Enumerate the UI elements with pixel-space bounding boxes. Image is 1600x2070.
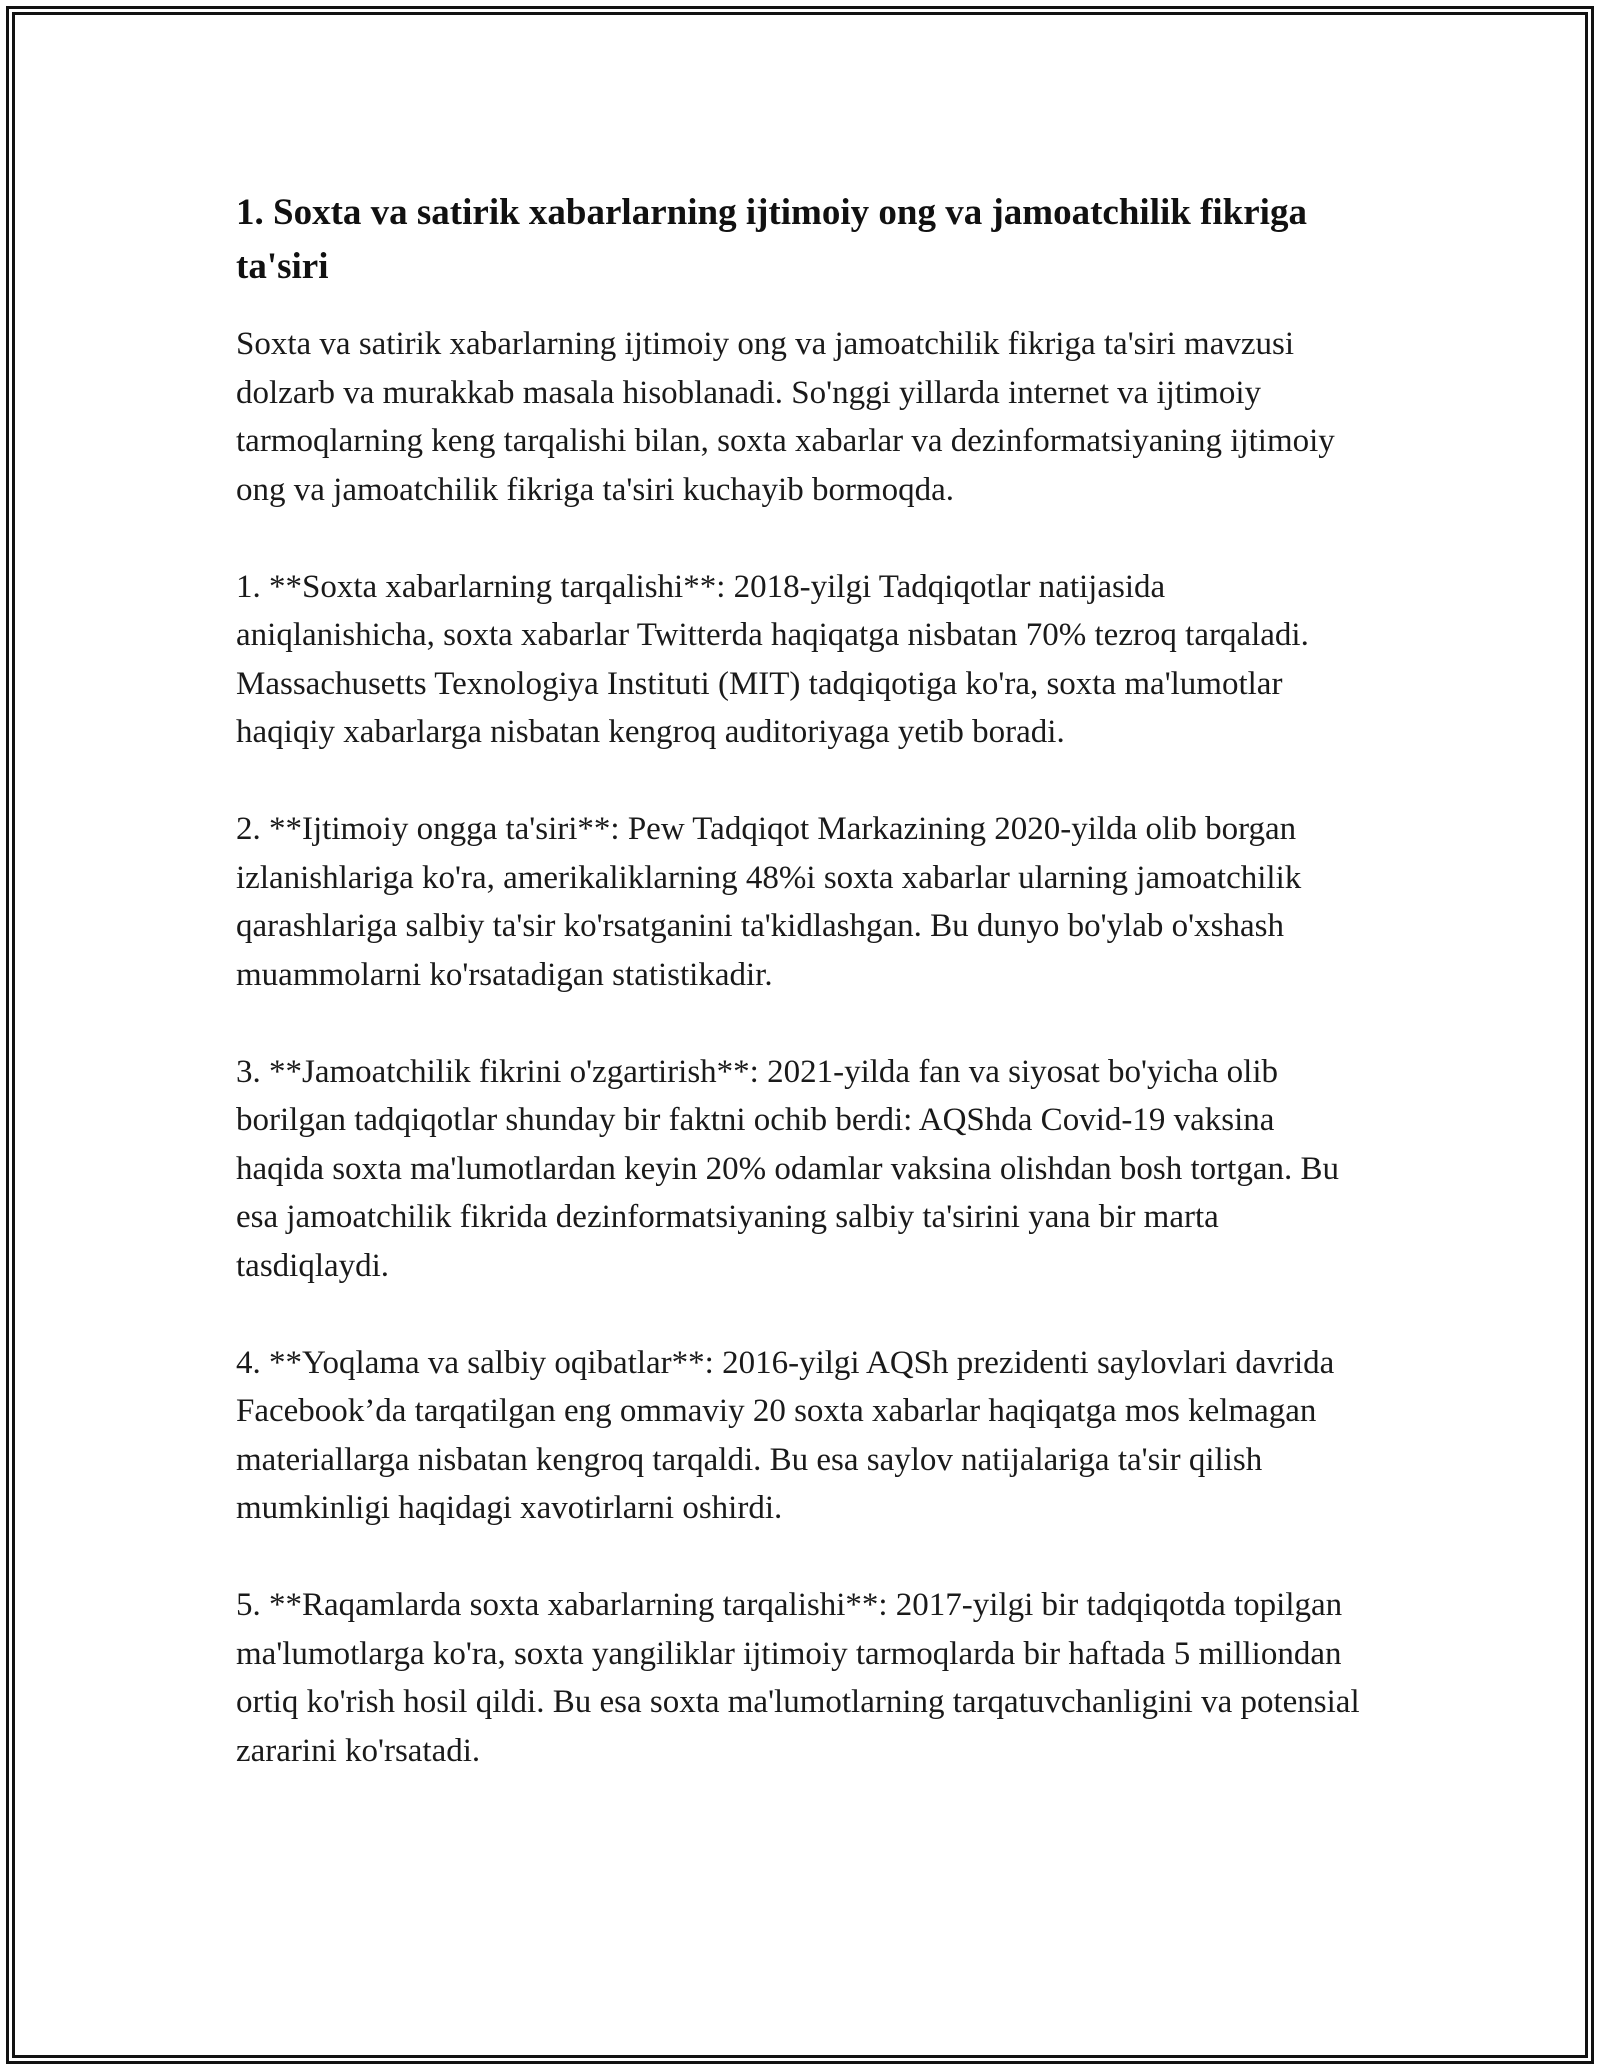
point-1-paragraph: 1. **Soxta xabarlarning tarqalishi**: 2018-yilgi Tadqiqotlar natijasida aniqlanishicha, soxta xabarlar Twitterda haqiqatga nisbatan 70% tezroq tarqaladi. Massachusetts Texnologiya Instituti (MIT) tadqiqotiga ko'ra, soxta ma'lumotlar haqiqiy xabarlarga nisbatan kengroq auditoriyaga yetib boradi. (236, 568, 1309, 750)
section-heading: 1. Soxta va satirik xabarlarning ijtimoiy ong va jamoatchilik fikriga ta'siri (236, 192, 1307, 287)
point-5-paragraph: 5. **Raqamlarda soxta xabarlarning tarqalishi**: 2017-yilgi bir tadqiqotda topilgan ma'lumotlarga ko'ra, soxta yangiliklar ijtimoiy tarmoqlarda bir haftada 5 milliondan ortiq ko'rish hosil qildi. Bu esa soxta ma'lumotlarning tarqatuvchanligini va potensial zararini ko'rsatadi. (236, 1587, 1360, 1769)
point-2-paragraph: 2. **Ijtimoiy ongga ta'siri**: Pew Tadqiqot Markazining 2020-yilda olib borgan izlanishlariga ko'ra, amerikaliklarning 48%i soxta xabarlar ularning jamoatchilik qarashlariga salbiy ta'sir ko'rsatganini ta'kidlashgan. Bu dunyo bo'ylab o'xshash muammolarni ko'rsatadigan statistikadir. (236, 811, 1302, 993)
point-3-paragraph: 3. **Jamoatchilik fikrini o'zgartirish**: 2021-yilda fan va siyosat bo'yicha olib borilgan tadqiqotlar shunday bir faktni ochib berdi: AQShda Covid-19 vaksina haqida soxta ma'lumotlardan keyin 20% odamlar vaksina olishdan bosh tortgan. Bu esa jamoatchilik fikrida dezinformatsiyaning salbiy ta'sirini yana bir marta tasdiqlaydi. (236, 1053, 1339, 1284)
intro-paragraph: Soxta va satirik xabarlarning ijtimoiy ong va jamoatchilik fikriga ta'siri mavzusi dolzarb va murakkab masala hisoblanadi. So'nggi yillarda internet va ijtimoiy tarmoqlarning keng tarqalishi bilan, soxta xabarlar va dezinformatsiyaning ijtimoiy ong va jamoatchilik fikriga ta'siri kuchayib bormoqda. (236, 326, 1335, 508)
point-4-paragraph: 4. **Yoqlama va salbiy oqibatlar**: 2016-yilgi AQSh prezidenti saylovlari davrida Facebook’da tarqatilgan eng ommaviy 20 soxta xabarlar haqiqatga mos kelmagan materiallarga nisbatan kengroq tarqaldi. Bu esa saylov natijalariga ta'sir qilish mumkinligi haqidagi xavotirlarni oshirdi. (236, 1344, 1335, 1526)
document-body (236, 186, 1366, 1775)
